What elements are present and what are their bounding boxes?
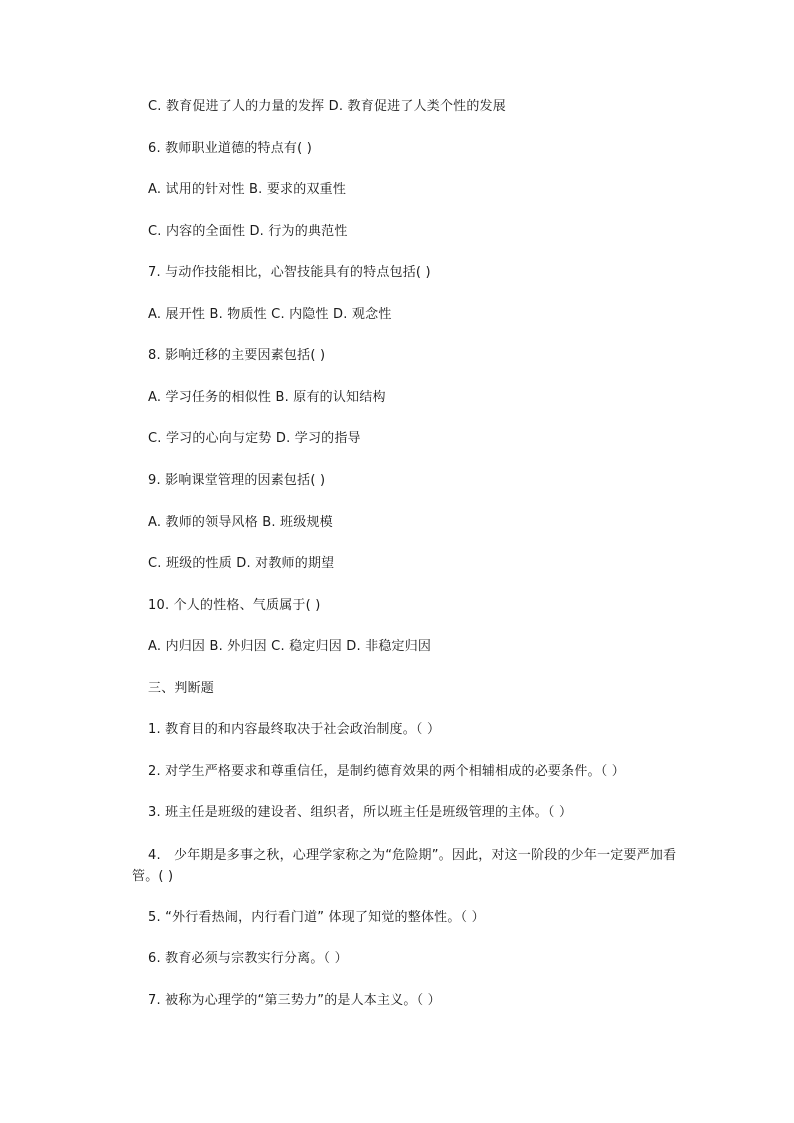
text-line: 6. 教育必须与宗教实行分离。（ ） [148,951,348,966]
text-line: A. 展开性 B. 物质性 C. 内隐性 D. 观念性 [148,307,392,322]
text-line: 2. 对学生严格要求和尊重信任，是制约德育效果的两个相辅相成的必要条件。（ ） [148,764,625,779]
text-line: 7. 与动作技能相比，心智技能具有的特点包括( ) [148,265,431,280]
text-line: 9. 影响课堂管理的因素包括( ) [148,473,326,488]
text-line: 10. 个人的性格、气质属于( ) [148,598,321,613]
text-line: C. 内容的全面性 D. 行为的典范性 [148,224,348,239]
text-line: C. 班级的性质 D. 对教师的期望 [148,556,335,571]
text-line: A. 教师的领导风格 B. 班级规模 [148,515,333,530]
text-line: 8. 影响迁移的主要因素包括( ) [148,348,326,363]
text-line: A. 学习任务的相似性 B. 原有的认知结构 [148,390,386,405]
wrapped-paragraph: 4. 少年期是多事之秋，心理学家称之为“危险期”。因此，对这一阶段的少年一定要严加看管。( ) [132,848,677,884]
text-line: C. 学习的心向与定势 D. 学习的指导 [148,431,361,446]
text-line: A. 试用的针对性 B. 要求的双重性 [148,182,347,197]
section-heading: 三、判断题 [148,681,215,696]
text-line: C. 教育促进了人的力量的发挥 D. 教育促进了人类个性的发展 [148,99,506,114]
text-line: A. 内归因 B. 外归因 C. 稳定归因 D. 非稳定归因 [148,639,432,654]
text-line: 5. “外行看热闹，内行看门道” 体现了知觉的整体性。（ ） [148,910,485,925]
text-line: 6. 教师职业道德的特点有( ) [148,141,313,156]
text-line: 3. 班主任是班级的建设者、组织者，所以班主任是班级管理的主体。（ ） [148,805,573,820]
text-line: 7. 被称为心理学的“第三势力”的是人本主义。（ ） [148,993,441,1008]
text-line: 1. 教育目的和内容最终取决于社会政治制度。（ ） [148,722,441,737]
